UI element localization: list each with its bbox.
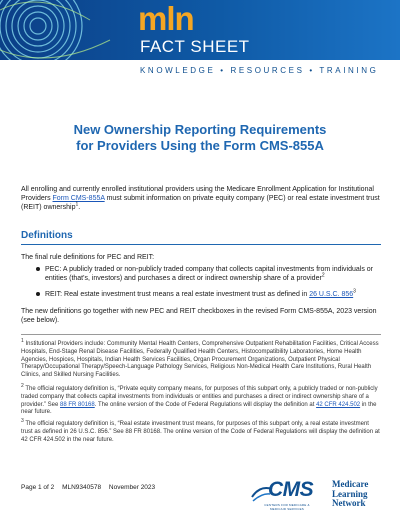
concentric-swirl-graphic	[0, 0, 130, 60]
definitions-closing: The new definitions go together with new PEC and REIT checkboxes in the revised Form CMS-855A, 2023 version (see below).	[21, 308, 377, 324]
title-line-1: New Ownership Reporting Requirements	[73, 122, 327, 137]
bullet-icon	[36, 267, 40, 271]
footnote-divider	[21, 334, 381, 335]
intro-text-b: must submit information on private equity company (PEC) or real estate investment trust (REIT) ownership	[21, 195, 380, 211]
form-cms-855a-link[interactable]: Form CMS-855A	[52, 195, 105, 202]
intro-end: .	[78, 204, 81, 211]
title-line-2: for Providers Using the Form CMS-855A	[76, 138, 324, 153]
footnote-1	[21, 338, 381, 380]
footnote-number-3: 3	[21, 418, 24, 424]
cms-logo-subtext: CENTERS FOR MEDICARE & MEDICAID SERVICES	[264, 503, 310, 511]
pec-definition-text: PEC: A publicly traded or non-publicly traded company that collects capital investments from individuals or entities (that's, investors) and purchases a direct or indirect ownership share of a provider	[45, 266, 373, 282]
cms-logo: CMS	[268, 478, 314, 501]
footnote-3	[21, 418, 381, 444]
fr-80168-link[interactable]: 88 FR 80168	[60, 401, 95, 408]
document-title	[0, 122, 400, 154]
definitions-list	[36, 265, 382, 299]
footnote-2-text-a: The official regulatory definition is, “Private equity company means, for purposes of this subpart only, a publicly traded or non-publicly traded company that collects capital investments from individuals or entities and purchases a direct or indirect ownership share of a provider.” See	[21, 386, 378, 408]
publication-date: November 2023	[108, 484, 156, 491]
reit-definition-text: REIT: Real estate investment trust means a real estate investment trust as defined in	[45, 291, 310, 298]
footnote-number-2: 2	[21, 383, 24, 389]
section-heading-definitions: Definitions	[21, 230, 73, 241]
page-footer	[21, 484, 161, 491]
network-line-3: Network	[332, 498, 366, 508]
footnote-3-text: The official regulatory definition is, “Real estate investment trust means, for purposes of this subpart only, a real estate investment trust as defined in 26 U.S.C. 856.” See 88 FR 80168. The online version of the Code of Federal Regulations will display the definition at 42 CFR 424.502 in the near future.	[21, 421, 380, 443]
network-line-2: Learning	[332, 488, 368, 499]
page-number: Page 1 of 2	[21, 484, 55, 491]
definitions-lead: The final rule definitions for PEC and REIT:	[21, 254, 155, 261]
footnote-ref-2: 2	[321, 272, 325, 279]
footnote-2-text-c: in the near future.	[21, 401, 377, 416]
footnote-number-1: 1	[21, 338, 24, 344]
footnote-1-text: Institutional Providers include: Community Mental Health Centers, Comprehensive Outpatient Rehabilitation Facilities, Critical Access Hospitals, End-Stage Renal Disease Facilities, Federally Qualified Health Centers, Histocompatibility Laboratories, Home Health Agencies, Hospices, Hospitals, Indian Health Services Facilities, Organ Procurement Organizations, Outpatient Physical Therapy/Occupational Therapy/Speech-Language Pathology Services, Religious Non-Medical Health Care Institutions, Rural Health Clinics, and Skilled Nursing Facilities.	[21, 341, 379, 379]
footnote-ref-1: 1	[75, 201, 79, 208]
list-item-reit	[36, 290, 382, 299]
list-item-pec	[36, 265, 382, 283]
section-divider	[21, 244, 381, 245]
fact-sheet-label: FACT SHEET	[140, 37, 250, 56]
intro-paragraph	[21, 185, 381, 212]
network-line-1: Medicare	[332, 479, 369, 489]
mln-logo: mln	[138, 0, 194, 37]
document-code: MLN9340578	[62, 484, 102, 491]
footnote-2	[21, 383, 381, 417]
cfr-424-502-link[interactable]: 42 CFR 424.502	[316, 401, 361, 408]
medicare-learning-network-logo	[332, 480, 392, 509]
intro-text-a: All enrolling and currently enrolled institutional providers using the Medicare Enrollment Application for Institutional Providers	[21, 186, 374, 202]
footnote-ref-3: 3	[353, 288, 356, 295]
header-banner	[0, 0, 400, 60]
bullet-icon	[36, 292, 40, 296]
footnote-2-text-b: . The online version of the Code of Federal Regulations will display the definition at	[94, 401, 317, 408]
usc-856-link[interactable]: 26 U.S.C. 856	[309, 291, 354, 298]
tagline: KNOWLEDGE • RESOURCES • TRAINING	[140, 66, 379, 75]
